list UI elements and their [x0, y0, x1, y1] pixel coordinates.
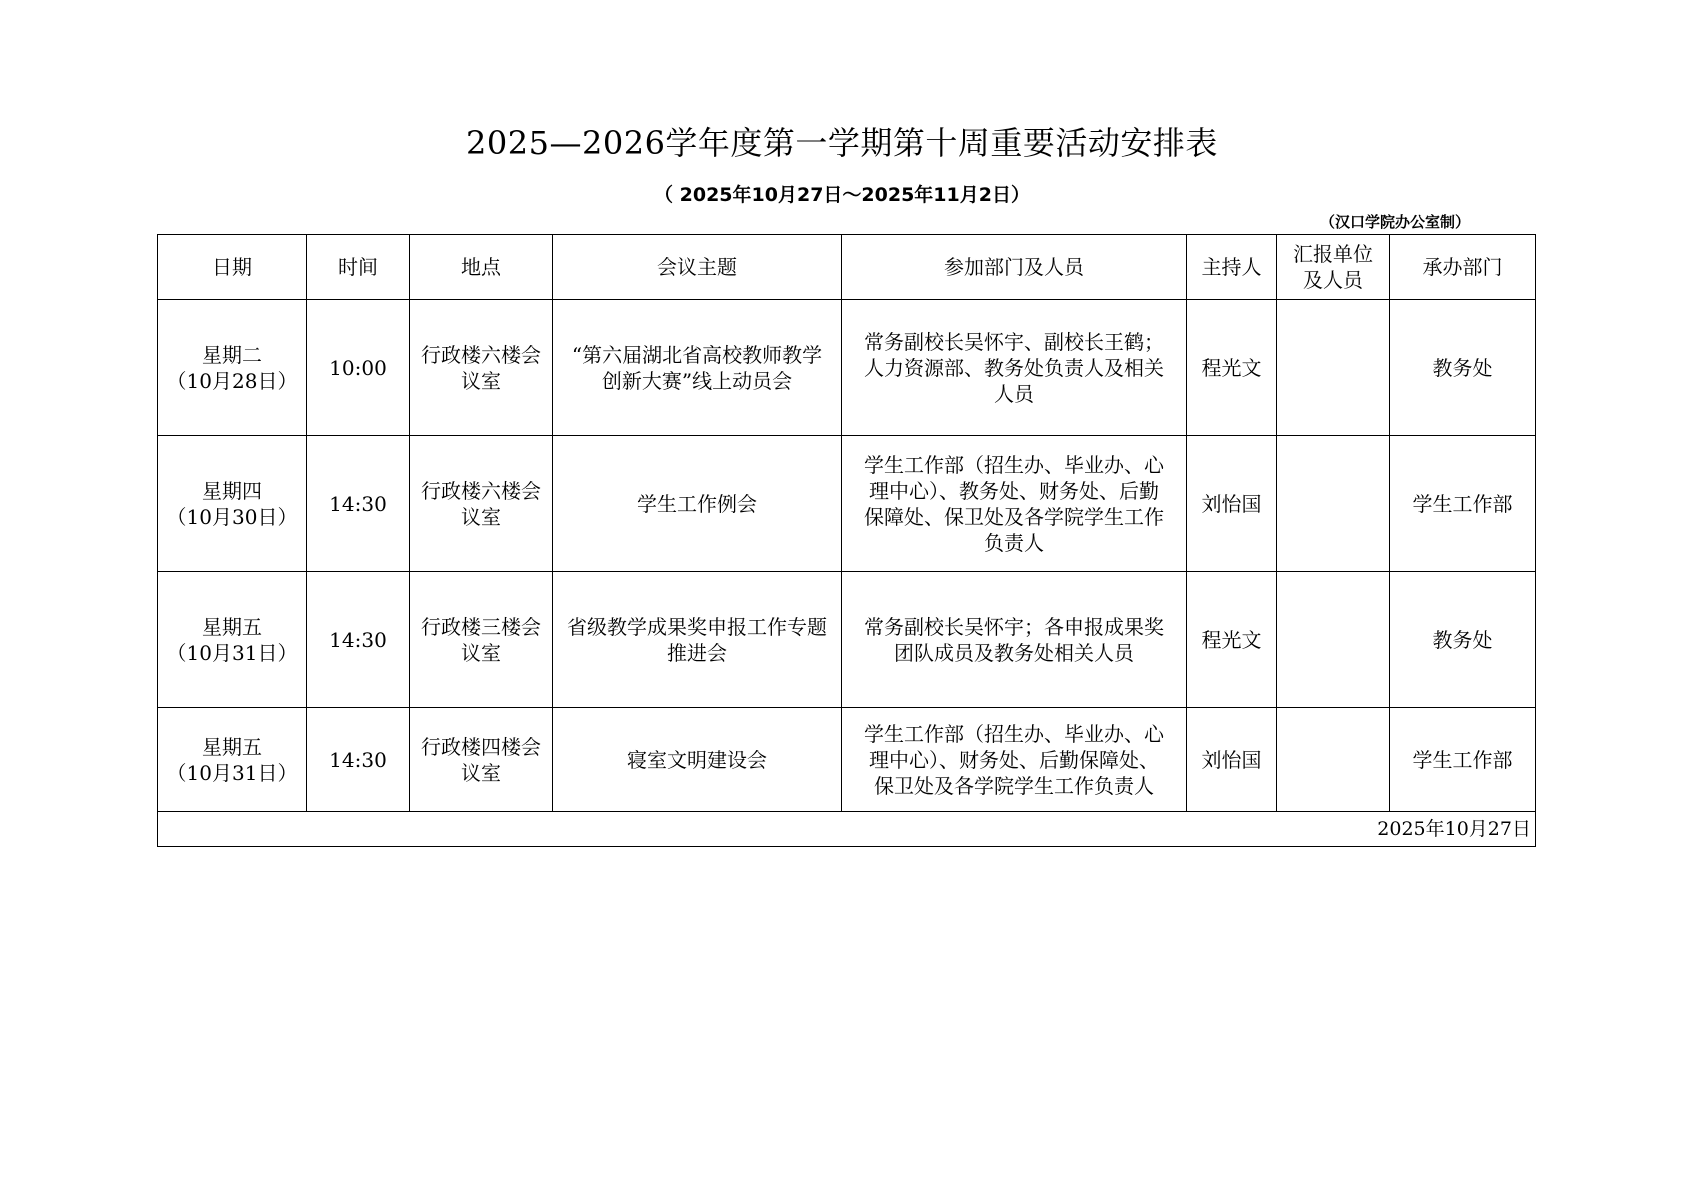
cell-topic: [553, 436, 842, 572]
topic-line: 寝室文明建设会: [627, 747, 767, 772]
cell-time: 14:30: [307, 436, 410, 572]
cell-organizer: 学生工作部: [1390, 708, 1536, 812]
cell-reporter: [1277, 300, 1390, 436]
attendees-line: 常务副校长吴怀宇；各申报成果奖: [864, 614, 1164, 639]
cell-attendees: [842, 436, 1187, 572]
cell-reporter: [1277, 572, 1390, 708]
header-time: 时间: [307, 235, 410, 300]
attendees-line: 团队成员及教务处相关人员: [894, 640, 1134, 665]
footer-date: 2025年10月27日: [158, 812, 1536, 847]
header-reporter: [1277, 235, 1390, 300]
location-line: 议室: [461, 368, 501, 393]
topic-line: 省级教学成果奖申报工作专题: [567, 614, 827, 639]
header-row: [158, 235, 1536, 300]
topic-line: 创新大赛”线上动员会: [601, 368, 793, 393]
cell-time: 14:30: [307, 708, 410, 812]
footer-row: [158, 812, 1536, 847]
cell-attendees: [842, 708, 1187, 812]
attendees-line: 负责人: [984, 530, 1044, 555]
table-row: [158, 572, 1536, 708]
location-line: 行政楼六楼会: [421, 478, 541, 503]
cell-host: 程光文: [1187, 300, 1277, 436]
topic-line: “第六届湖北省高校教师教学: [571, 342, 823, 367]
location-line: 行政楼四楼会: [421, 734, 541, 759]
cell-topic: [553, 708, 842, 812]
attendees-line: 理中心）、财务处、后勤保障处、: [869, 747, 1159, 772]
cell-date: [158, 572, 307, 708]
date: （10月28日）: [166, 368, 298, 393]
topic-line: 推进会: [667, 640, 727, 665]
weekday: 星期四: [202, 478, 262, 503]
location-line: 议室: [461, 504, 501, 529]
cell-attendees: [842, 572, 1187, 708]
location-line: 议室: [461, 760, 501, 785]
cell-reporter: [1277, 708, 1390, 812]
cell-attendees: [842, 300, 1187, 436]
page-title: 2025—2026学年度第一学期第十周重要活动安排表: [466, 124, 1218, 162]
header-topic: 会议主题: [553, 235, 842, 300]
date: （10月30日）: [166, 504, 298, 529]
date: （10月31日）: [166, 760, 298, 785]
cell-date: [158, 708, 307, 812]
location-line: 行政楼三楼会: [421, 614, 541, 639]
cell-host: 刘怡国: [1187, 708, 1277, 812]
location-line: 议室: [461, 640, 501, 665]
cell-organizer: 学生工作部: [1390, 436, 1536, 572]
cell-topic: [553, 572, 842, 708]
cell-location: [410, 436, 553, 572]
cell-time: 14:30: [307, 572, 410, 708]
cell-host: 刘怡国: [1187, 436, 1277, 572]
cell-location: [410, 708, 553, 812]
attendees-line: 保障处、保卫处及各学院学生工作: [864, 504, 1164, 529]
issuer-note: （汉口学院办公室制）: [1319, 213, 1470, 231]
weekday: 星期五: [202, 614, 262, 639]
cell-date: [158, 300, 307, 436]
header-location: 地点: [410, 235, 553, 300]
attendees-line: 人员: [994, 381, 1034, 406]
cell-location: [410, 572, 553, 708]
location-line: 行政楼六楼会: [421, 342, 541, 367]
table-row: [158, 300, 1536, 436]
attendees-line: 学生工作部（招生办、毕业办、心: [864, 721, 1164, 746]
header-date: 日期: [158, 235, 307, 300]
attendees-line: 常务副校长吴怀宇、副校长王鹤；: [864, 329, 1164, 354]
cell-time: 10:00: [307, 300, 410, 436]
attendees-line: 人力资源部、教务处负责人及相关: [864, 355, 1164, 380]
topic-line: 学生工作例会: [637, 491, 757, 516]
date-range-subtitle: （ 2025年10月27日～2025年11月2日）: [654, 184, 1030, 206]
cell-date: [158, 436, 307, 572]
header-reporter-line2: 及人员: [1303, 268, 1363, 292]
attendees-line: 保卫处及各学院学生工作负责人: [874, 773, 1154, 798]
cell-organizer: 教务处: [1390, 572, 1536, 708]
cell-reporter: [1277, 436, 1390, 572]
cell-host: 程光文: [1187, 572, 1277, 708]
weekday: 星期二: [202, 342, 262, 367]
attendees-line: 理中心）、教务处、财务处、后勤: [869, 478, 1159, 503]
header-host: 主持人: [1187, 235, 1277, 300]
weekday: 星期五: [202, 734, 262, 759]
attendees-line: 学生工作部（招生办、毕业办、心: [864, 452, 1164, 477]
table-row: [158, 436, 1536, 572]
header-attendees: 参加部门及人员: [842, 235, 1187, 300]
schedule-table: [157, 234, 1536, 847]
header-organizer: 承办部门: [1390, 235, 1536, 300]
header-reporter-line1: 汇报单位: [1293, 242, 1373, 266]
table-row: [158, 708, 1536, 812]
cell-location: [410, 300, 553, 436]
cell-topic: [553, 300, 842, 436]
cell-organizer: 教务处: [1390, 300, 1536, 436]
date: （10月31日）: [166, 640, 298, 665]
